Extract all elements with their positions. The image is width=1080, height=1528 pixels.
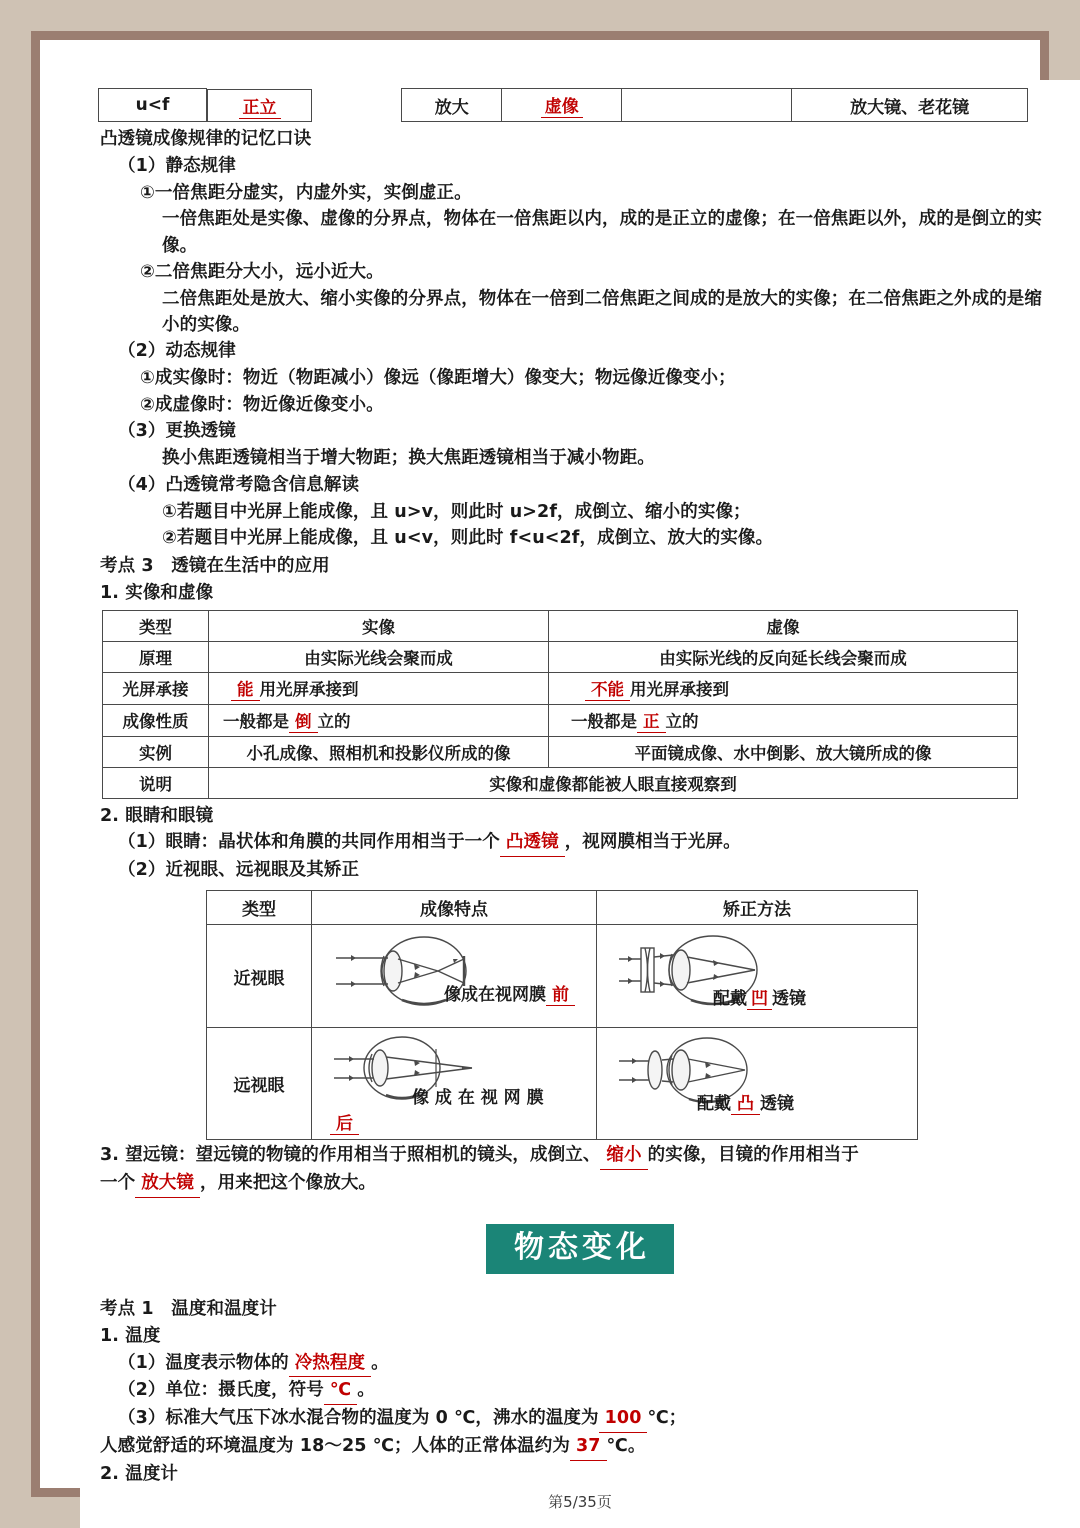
table-header-row <box>207 891 918 925</box>
telescope-section <box>80 1142 1080 1198</box>
text-pre: 配戴 <box>697 1094 731 1115</box>
table-row-examples <box>103 736 1018 767</box>
cell-hyperopia-correction <box>597 1028 918 1140</box>
heading-kaodian-1: 考点 1 温度和温度计 <box>100 1299 277 1320</box>
hyperopia-diagram-cell <box>316 1031 592 1136</box>
telescope-line-2 <box>100 1170 1058 1198</box>
text-post: 用光屏承接到 <box>630 679 729 699</box>
telescope-line-1 <box>100 1142 1058 1170</box>
text-post: ，用来把这个像放大。 <box>200 1172 377 1193</box>
temperature-line-2 <box>100 1377 1058 1405</box>
cell-myopia-feature <box>312 925 597 1028</box>
answer-blank: 前 <box>546 980 575 1006</box>
mnemonic-item-1-3: ②二倍焦距分大小，远小近大。 <box>140 261 384 282</box>
myopia-correction-diagram-cell <box>601 928 913 1024</box>
row-label: 成像性质 <box>103 704 209 736</box>
mnemonic-section-4-label: （4）凸透镜常考隐含信息解读 <box>118 474 360 495</box>
subheading-thermometer: 2. 温度计 <box>100 1463 179 1484</box>
answer-blank: 放大镜 <box>135 1170 200 1198</box>
cell-empty <box>622 89 792 122</box>
cell-virtual-screen <box>549 672 1018 704</box>
hyperopia-correction-diagram-cell <box>601 1031 913 1136</box>
col-correction-method: 矫正方法 <box>597 891 918 925</box>
text-post: ℃； <box>647 1408 687 1429</box>
mnemonic-item-1-2: 一倍焦距处是实像、虚像的分界点，物体在一倍焦距以内，成的是正立的虚像；在一倍焦距以外，成的是倒立的实像。 <box>162 209 1042 256</box>
cell-orientation <box>207 89 312 122</box>
text-post: 用光屏承接到 <box>259 679 359 699</box>
hyperopia-correction-text <box>697 1089 794 1115</box>
answer-blank: 能 <box>231 676 260 701</box>
mnemonic-item-1-1: ①一倍焦距分虚实，内虚外实，实倒虚正。 <box>140 182 472 203</box>
cell-virtual-examples: 平面镜成像、水中倒影、放大镜所成的像 <box>549 736 1018 767</box>
text-post: 透镜 <box>772 989 806 1010</box>
table-row-note <box>103 767 1018 798</box>
cell-eye-type-hyperopia: 远视眼 <box>207 1028 312 1140</box>
mnemonic-item-3-1: 换小焦距透镜相当于增大物距；换大焦距透镜相当于减小物距。 <box>162 448 655 469</box>
myopia-feature-text <box>444 980 575 1006</box>
eye-correction-line: （2）近视眼、远视眼及其矫正 <box>118 860 360 881</box>
myopia-diagram-cell <box>316 928 592 1024</box>
cell-real-nature <box>209 704 549 736</box>
answer-blank: 凸透镜 <box>500 829 565 857</box>
cell-hyperopia-feature <box>312 1028 597 1140</box>
text-mid: 的实像，目镜的作用相当于 <box>647 1145 859 1166</box>
page-footer: 第5/35页 <box>548 1493 612 1511</box>
subheading-temperature: 1. 温度 <box>100 1325 161 1346</box>
col-virtual-image: 虚像 <box>549 610 1018 641</box>
mnemonic-item-2-1: ①成实像时：物近（物距减小）像远（像距增大）像变大；物远像近像变小； <box>140 367 736 388</box>
table-row-nature <box>103 704 1018 736</box>
heading-kaodian-3: 考点 3 透镜在生活中的应用 <box>100 556 330 577</box>
cell-note: 实像和虚像都能被人眼直接观察到 <box>209 767 1018 798</box>
text-post: 立的 <box>317 711 351 731</box>
col-type: 类型 <box>103 610 209 641</box>
answer-blank: 不能 <box>585 676 630 701</box>
col-imaging-feature: 成像特点 <box>312 891 597 925</box>
cell-image-type <box>502 89 622 122</box>
hyperopia-feature-text: 像 成 在 视 网 膜 <box>412 1088 544 1109</box>
mnemonic-section-3-label: （3）更换透镜 <box>118 421 236 442</box>
mnemonic-section-1-label: （1）静态规律 <box>118 155 236 176</box>
table-row <box>99 89 1028 122</box>
cell-virtual-nature <box>549 704 1018 736</box>
answer-blank: 缩小 <box>600 1142 647 1170</box>
chapter-banner: 物态变化 <box>486 1224 674 1275</box>
cell-size: 放大 <box>402 89 502 122</box>
col-eye-type: 类型 <box>207 891 312 925</box>
cell-real-examples: 小孔成像、照相机和投影仪所成的像 <box>209 736 549 767</box>
chapter-banner-wrap <box>80 1224 1080 1275</box>
answer-blank: 冷热程度 <box>289 1350 371 1378</box>
mnemonic-item-1-4: 二倍焦距处是放大、缩小实像的分界点，物体在一倍到二倍焦距之间成的是放大的实像；在二倍焦距之外成的是缩小的实像。 <box>162 288 1042 335</box>
table-header-row <box>103 610 1018 641</box>
lens-imaging-rule-table <box>98 88 1028 122</box>
row-label: 原理 <box>103 641 209 672</box>
real-virtual-image-table <box>102 610 1018 799</box>
text-pre: 配戴 <box>713 989 747 1010</box>
answer-blank: 凸 <box>731 1089 760 1115</box>
text-pre: 像成在视网膜 <box>444 985 546 1006</box>
text-post: 透镜 <box>760 1094 794 1115</box>
table-row-screen <box>103 672 1018 704</box>
answer-blank: 凹 <box>747 984 772 1010</box>
cell-application: 放大镜、老花镜 <box>792 89 1028 122</box>
mnemonic-item-4-1: ①若题目中光屏上能成像，且 u>v，则此时 u>2f，成倒立、缩小的实像； <box>162 501 751 522</box>
text-pre: 一般都是 <box>223 711 289 731</box>
text-post: 。 <box>371 1352 389 1373</box>
temperature-line-1 <box>100 1350 1058 1378</box>
text-post: ，视网膜相当于光屏。 <box>564 832 741 853</box>
text-post: ℃。 <box>606 1435 646 1456</box>
answer-blank: 37 <box>570 1433 607 1461</box>
document-body <box>80 126 1080 607</box>
text-pre: 人感觉舒适的环境温度为 18～25 ℃；人体的正常体温约为 <box>100 1435 570 1456</box>
text-post: 。 <box>357 1380 375 1401</box>
text-pre: （1）眼睛：晶状体和角膜的共同作用相当于一个 <box>118 832 500 853</box>
myopia-correction-text <box>713 984 806 1010</box>
text-pre: 由实际光线会聚而成 <box>304 648 453 668</box>
cell-myopia-correction <box>597 925 918 1028</box>
eye-definition-line <box>100 829 1058 857</box>
mnemonic-section-2-label: （2）动态规律 <box>118 341 236 362</box>
subheading-real-virtual: 1. 实像和虚像 <box>100 582 214 603</box>
text-pre: 一般都是 <box>571 711 637 731</box>
page-frame <box>31 31 1049 1511</box>
mnemonic-item-2-2: ②成虚像时：物近像近像变小。 <box>140 394 384 415</box>
myopia-hyperopia-table <box>206 890 918 1140</box>
cell-real-principle <box>209 641 549 672</box>
thermal-section <box>80 1296 1080 1487</box>
cell-virtual-principle <box>549 641 1018 672</box>
eye-section <box>80 803 1080 884</box>
row-label: 说明 <box>103 767 209 798</box>
text-pre: （1）温度表示物体的 <box>118 1352 289 1373</box>
document-page <box>80 80 1080 1528</box>
cell-orientation-value: 正立 <box>239 93 281 119</box>
subheading-eye-glasses: 2. 眼睛和眼镜 <box>100 805 214 826</box>
table-row-hyperopia <box>207 1028 918 1140</box>
cell-eye-type-myopia: 近视眼 <box>207 925 312 1028</box>
mnemonic-item-4-2: ②若题目中光屏上能成像，且 u<v，则此时 f<u<2f，成倒立、放大的实像。 <box>162 528 774 549</box>
answer-blank: 后 <box>330 1109 359 1135</box>
text-pre: 3. 望远镜：望远镜的物镜的作用相当于照相机的镜头，成倒立、 <box>100 1145 601 1166</box>
row-label: 实例 <box>103 736 209 767</box>
mnemonic-title: 凸透镜成像规律的记忆口诀 <box>100 129 312 149</box>
text-pre: 一个 <box>100 1172 136 1193</box>
cell-image-type-value: 虚像 <box>541 92 583 118</box>
cell-condition: u<f <box>99 89 207 122</box>
answer-blank: 正 <box>637 708 666 733</box>
temperature-line-3 <box>100 1405 1058 1433</box>
text-pre: 由实际光线的反向延长线会聚而成 <box>659 648 907 668</box>
answer-blank: 倒 <box>289 708 318 733</box>
text-pre: （2）单位：摄氏度，符号 <box>118 1380 324 1401</box>
row-label: 光屏承接 <box>103 672 209 704</box>
answer-blank: ℃ <box>324 1377 357 1405</box>
cell-real-screen <box>209 672 549 704</box>
text-pre: （3）标准大气压下冰水混合物的温度为 0 ℃，沸水的温度为 <box>118 1408 599 1429</box>
table-row-myopia <box>207 925 918 1028</box>
hyperopia-feature-blank-wrap <box>330 1109 359 1135</box>
answer-blank: 100 <box>599 1405 648 1433</box>
table-row-principle <box>103 641 1018 672</box>
text-post: 立的 <box>665 711 699 731</box>
temperature-line-4 <box>100 1433 1058 1461</box>
col-real-image: 实像 <box>209 610 549 641</box>
